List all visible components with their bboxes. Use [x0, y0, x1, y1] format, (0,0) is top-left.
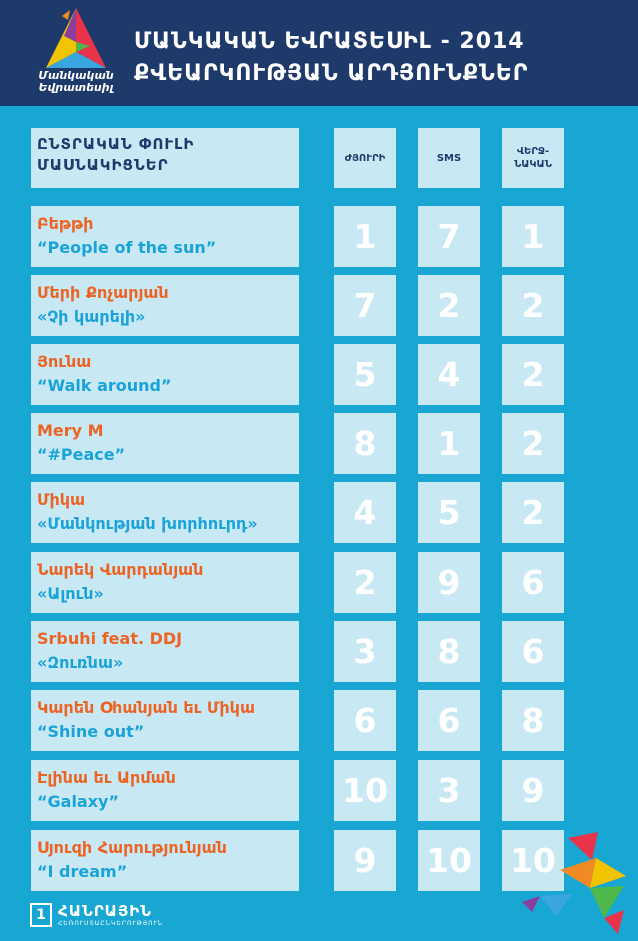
participant-cell [31, 275, 299, 336]
final-rank: 6 [502, 552, 564, 613]
channel-name: ՀԱՆՐԱՅԻՆ [58, 902, 152, 920]
jury-rank: 7 [334, 275, 396, 336]
sms-rank: 1 [418, 413, 480, 474]
participant-cell [31, 690, 299, 751]
channel-subtitle: ՀԵՌՈՒՍՏԱԸՆԿԵՐՈՒԹՅՈՒՆ [58, 920, 164, 927]
jury-rank: 8 [334, 413, 396, 474]
logo-text: Մանկական Եվրատեսիլ [38, 69, 114, 94]
sms-rank: 7 [418, 206, 480, 267]
sms-rank: 6 [418, 690, 480, 751]
song-title: “#Peace” [37, 445, 126, 464]
participants-header-line-2: ՄԱՍՆԱԿԻՑՆԵՐ [37, 156, 169, 174]
sms-rank: 8 [418, 621, 480, 682]
final-rank: 1 [502, 206, 564, 267]
page-title [134, 26, 624, 90]
final-rank: 2 [502, 482, 564, 543]
participant-cell [31, 482, 299, 543]
public-tv-logo [30, 903, 200, 933]
jury-column-header [334, 128, 396, 188]
final-rank: 2 [502, 413, 564, 474]
final-rank: 2 [502, 344, 564, 405]
jury-rank: 2 [334, 552, 396, 613]
jury-column-label: ԺՅՈՒՐԻ [344, 152, 386, 164]
sms-rank: 3 [418, 760, 480, 821]
final-column-label-line-2: ՆԱԿԱՆ [514, 159, 552, 170]
title-line-1: ՄԱՆԿԱԿԱՆ ԵՎՐԱՏԵՍԻԼ - 2014 [134, 29, 525, 54]
final-rank: 10 [502, 830, 564, 891]
artist-name: Srbuhi feat. DDJ [37, 629, 183, 648]
triangle-logo-icon [34, 6, 118, 76]
artist-name: Նարեկ Վարդանյան [37, 560, 204, 579]
final-column-header [502, 128, 564, 188]
participant-cell [31, 413, 299, 474]
final-rank: 2 [502, 275, 564, 336]
jury-rank: 10 [334, 760, 396, 821]
jury-rank: 4 [334, 482, 396, 543]
artist-name: Սյուզի Հարությունյան [37, 838, 227, 857]
final-rank: 6 [502, 621, 564, 682]
artist-name: Mery M [37, 421, 104, 440]
participants-header-line-1: ԸՆՏՐԱԿԱՆ ՓՈՒԼԻ [37, 135, 195, 153]
participants-header [31, 128, 299, 188]
song-title: “Shine out” [37, 722, 145, 741]
sms-rank: 4 [418, 344, 480, 405]
song-title: «Զուռնա» [37, 653, 124, 672]
song-title: “Walk around” [37, 376, 172, 395]
header-banner [0, 0, 638, 106]
sms-column-header [418, 128, 480, 188]
participant-cell [31, 760, 299, 821]
artist-name: Բեթթի [37, 214, 94, 233]
artist-name: Էլինա եւ Արման [37, 768, 176, 787]
song-title: «Մանկության խորհուրդ» [37, 514, 258, 533]
jury-rank: 1 [334, 206, 396, 267]
song-title: “I dream” [37, 862, 128, 881]
song-title: “Galaxy” [37, 792, 119, 811]
participant-cell [31, 344, 299, 405]
sms-rank: 2 [418, 275, 480, 336]
artist-name: Միկա [37, 490, 86, 509]
sms-rank: 10 [418, 830, 480, 891]
jury-rank: 6 [334, 690, 396, 751]
participant-cell [31, 206, 299, 267]
participant-cell [31, 621, 299, 682]
final-column-label-line-1: ՎԵՐՋ- [516, 146, 550, 157]
jury-rank: 3 [334, 621, 396, 682]
final-rank: 8 [502, 690, 564, 751]
title-line-2: ՔՎԵԱՐԿՈՒԹՅԱՆ ԱՐԴՅՈՒՆՔՆԵՐ [134, 61, 529, 86]
participant-cell [31, 830, 299, 891]
sms-column-label: SMS [436, 152, 462, 164]
artist-name: Յունա [37, 352, 92, 371]
contest-logo [34, 6, 118, 102]
sms-rank: 9 [418, 552, 480, 613]
final-rank: 9 [502, 760, 564, 821]
channel-number-badge: 1 [30, 903, 52, 927]
jury-rank: 9 [334, 830, 396, 891]
song-title: «Չի կարելի» [37, 307, 146, 326]
artist-name: Կարեն Օհանյան եւ Միկա [37, 698, 255, 717]
song-title: «Ալուն» [37, 584, 104, 603]
jury-rank: 5 [334, 344, 396, 405]
song-title: “People of the sun” [37, 238, 217, 257]
sms-rank: 5 [418, 482, 480, 543]
participant-cell [31, 552, 299, 613]
artist-name: Մերի Քոչարյան [37, 283, 169, 302]
